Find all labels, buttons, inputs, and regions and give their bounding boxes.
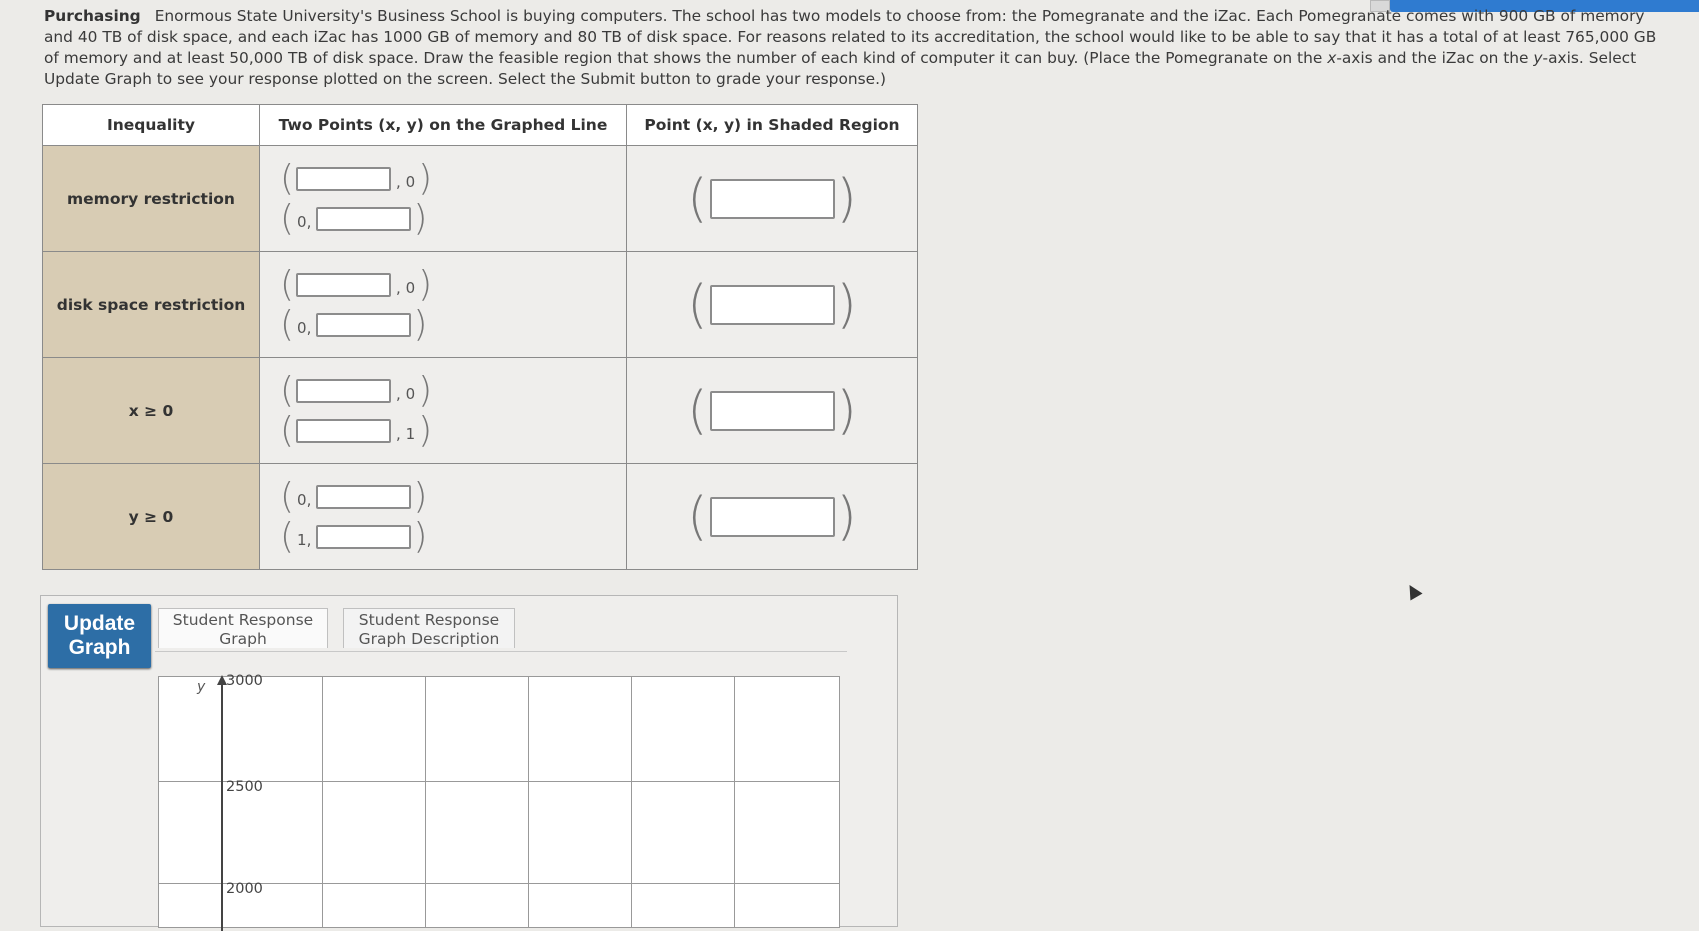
paren: ( <box>687 274 708 335</box>
fixed-coordinate: , 0 <box>396 384 416 403</box>
problem-prompt <box>44 6 1674 90</box>
grid-line <box>631 677 632 927</box>
prompt-text-1: Enormous State University's Business School is buying computers. The school has two models to choose from: the Pomegranate and the iZac. Each Pomegranate comes with 900 GB of memory and 40 TB of disk space, and each iZac has 1000 GB of memory and 80 TB of disk space. For reasons related to its accreditation, the school would like to be able to say that it has a total of at least 765,000 GB of memory and at least 50,000 TB of disk space. Draw the feasible region that shows the number of each kind of computer it can buy. (Place the Pomegranate on the <box>44 7 1657 67</box>
paren: ) <box>413 515 428 557</box>
paren: ( <box>280 475 295 517</box>
table-row <box>43 464 918 570</box>
point-pair <box>260 199 626 239</box>
grid-line <box>528 677 529 927</box>
shaded-point-input[interactable] <box>710 497 835 537</box>
paren: ) <box>836 380 857 441</box>
response-graph[interactable] <box>158 673 840 928</box>
paren: ( <box>280 303 295 345</box>
shaded-point-input[interactable] <box>710 285 835 325</box>
inequality-label: x ≥ 0 <box>43 358 260 464</box>
paren: ( <box>280 409 295 451</box>
paren: ( <box>687 168 708 229</box>
inequality-label: disk space restriction <box>43 252 260 358</box>
prompt-x-var: x <box>1327 49 1337 67</box>
paren: ) <box>413 303 428 345</box>
paren: ) <box>836 274 857 335</box>
y-tick-label: 3000 <box>226 673 263 689</box>
y-tick-label: 2500 <box>226 779 263 795</box>
shaded-point-cell <box>627 358 918 464</box>
inequality-label: y ≥ 0 <box>43 464 260 570</box>
prompt-text-2: -axis and the iZac on the <box>1336 49 1534 67</box>
point-pair <box>260 265 626 305</box>
tab-student-response-graph-description[interactable]: Student Response Graph Description <box>343 608 515 648</box>
paren: ( <box>280 369 295 411</box>
paren: ) <box>836 168 857 229</box>
paren: ) <box>413 197 428 239</box>
coordinate-input[interactable] <box>316 525 411 549</box>
shaded-point-pair <box>627 168 917 229</box>
shaded-point-cell <box>627 464 918 570</box>
shaded-point-pair <box>627 486 917 547</box>
fixed-coordinate: 0, <box>297 212 312 231</box>
coordinate-input[interactable] <box>296 273 391 297</box>
shaded-point-cell <box>627 252 918 358</box>
grid-line <box>425 677 426 927</box>
shaded-point-pair <box>627 274 917 335</box>
line-points-cell <box>260 464 627 570</box>
line-points-cell <box>260 358 627 464</box>
problem-heading: Purchasing <box>44 7 141 25</box>
paren: ) <box>418 369 433 411</box>
shaded-point-input[interactable] <box>710 391 835 431</box>
coordinate-input[interactable] <box>316 207 411 231</box>
point-pair <box>260 517 626 557</box>
line-points-cell <box>260 252 627 358</box>
fixed-coordinate: , 0 <box>396 172 416 191</box>
shaded-point-pair <box>627 380 917 441</box>
header-inequality: Inequality <box>43 105 260 146</box>
prompt-y-var: y <box>1533 49 1543 67</box>
coordinate-input[interactable] <box>296 419 391 443</box>
y-axis-label: y <box>197 679 206 695</box>
y-tick-label: 2000 <box>226 881 263 897</box>
table-row <box>43 252 918 358</box>
fixed-coordinate: 1, <box>297 530 312 549</box>
paren: ( <box>280 515 295 557</box>
line-points-cell <box>260 146 627 252</box>
update-graph-button[interactable]: Update Graph <box>48 604 151 668</box>
paren: ( <box>280 197 295 239</box>
table-row <box>43 146 918 252</box>
inequality-label: memory restriction <box>43 146 260 252</box>
paren: ( <box>280 157 295 199</box>
fixed-coordinate: , 0 <box>396 278 416 297</box>
point-pair <box>260 305 626 345</box>
point-pair <box>260 477 626 517</box>
fixed-coordinate: 0, <box>297 490 312 509</box>
fixed-coordinate: 0, <box>297 318 312 337</box>
grid-line <box>322 677 323 927</box>
paren: ( <box>280 263 295 305</box>
coordinate-input[interactable] <box>316 313 411 337</box>
paren: ) <box>413 475 428 517</box>
point-pair <box>260 411 626 451</box>
paren: ) <box>418 263 433 305</box>
y-axis <box>221 681 223 931</box>
tab-student-response-graph[interactable]: Student Response Graph <box>158 608 328 648</box>
tab-divider <box>155 651 847 652</box>
grid-line <box>734 677 735 927</box>
inequality-table <box>42 104 918 570</box>
point-pair <box>260 159 626 199</box>
paren: ( <box>687 380 708 441</box>
prompt-text-3: -axis. Select Update Graph to see your response plotted on the screen. Select the Submit button to grade your response.) <box>44 49 1637 88</box>
point-pair <box>260 371 626 411</box>
shaded-point-cell <box>627 146 918 252</box>
paren: ) <box>836 486 857 547</box>
coordinate-input[interactable] <box>316 485 411 509</box>
paren: ) <box>418 157 433 199</box>
paren: ) <box>418 409 433 451</box>
shaded-point-input[interactable] <box>710 179 835 219</box>
coordinate-input[interactable] <box>296 379 391 403</box>
coordinate-input[interactable] <box>296 167 391 191</box>
header-two-points: Two Points (x, y) on the Graphed Line <box>260 105 627 146</box>
paren: ( <box>687 486 708 547</box>
table-row <box>43 358 918 464</box>
mouse-cursor-icon <box>1403 581 1422 600</box>
header-shaded-point: Point (x, y) in Shaded Region <box>627 105 918 146</box>
fixed-coordinate: , 1 <box>396 424 416 443</box>
